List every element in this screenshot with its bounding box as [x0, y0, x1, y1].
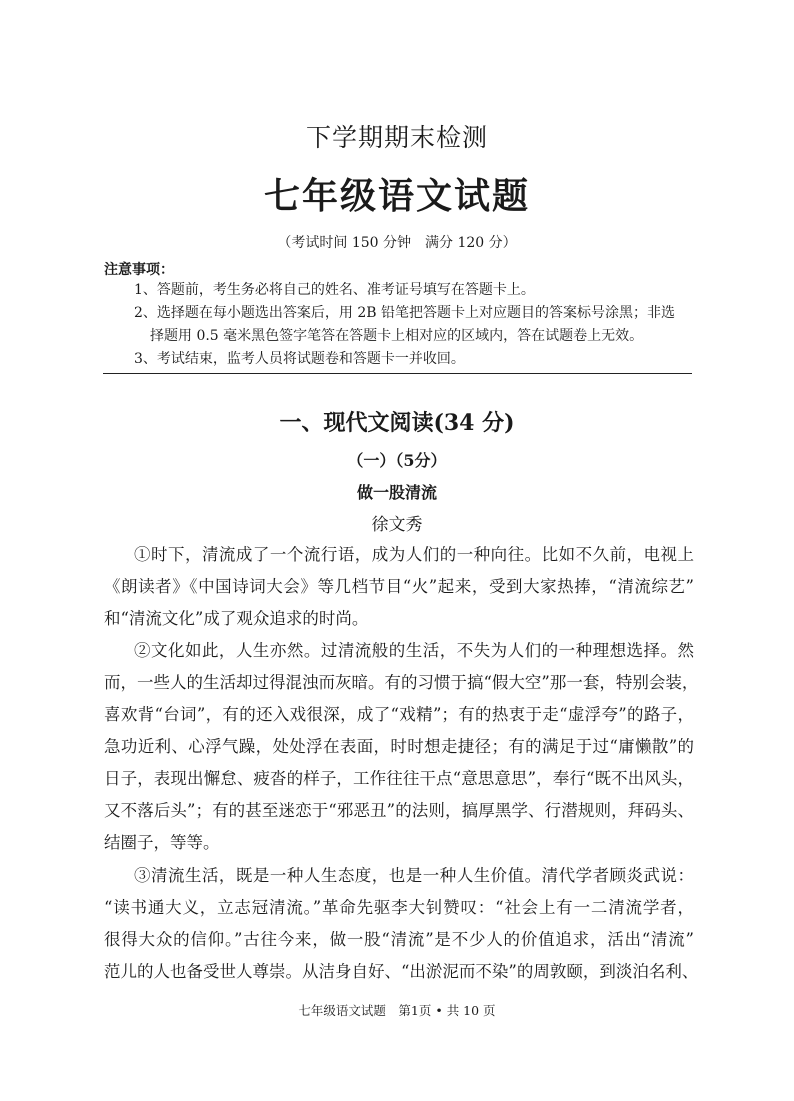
- article-line: ②文化如此，人生亦然。过清流般的生活，不失为人们的一种理想选择。然: [134, 641, 694, 660]
- article-line: 急功近利、心浮气躁，处处浮在表面，时时想走捷径；有的满足于过“庸懒散”的: [104, 737, 694, 756]
- article-line: 很得大众的信仰。”古往今来，做一股“清流”是不少人的价值追求，活出“清流”: [104, 930, 694, 949]
- page-footer: 七年级语文试题 第1页 • 共 10 页: [298, 1003, 496, 1018]
- divider: [103, 373, 692, 374]
- article-line: 而，一些人的生活却过得混浊而灰暗。有的习惯于搞“假大空”那一套，特别会装，: [104, 673, 699, 692]
- article-author: 徐文秀: [371, 515, 423, 535]
- article-line: “读书通大义，立志冠清流。”革命先驱李大钊赞叹：“社会上有一二清流学者，: [104, 898, 694, 917]
- article-line: 和“清流文化”成了观众追求的时尚。: [104, 609, 369, 628]
- exam-subtitle: 下学期期末检测: [305, 123, 488, 152]
- article-line: 范儿的人也备受世人尊崇。从洁身自好、“出淤泥而不染”的周敦颐，到淡泊名利、: [104, 962, 699, 981]
- exam-title: 七年级语文试题: [263, 175, 530, 217]
- article-line: 喜欢背“台词”，有的还入戏很深，成了“戏精”；有的热衷于走“虚浮夸”的路子，: [104, 705, 694, 724]
- notice-item-continuation: 择题用 0.5 毫米黑色签字笔答在答题卡上相对应的区域内，答在试题卷上无效。: [150, 328, 644, 344]
- notice-item: 2、选择题在每小题选出答案后，用 2B 铅笔把答题卡上对应题目的答案标号涂黑；非选: [134, 305, 676, 321]
- notice-item: 3、考试结束，监考人员将试题卷和答题卡一并收回。: [134, 351, 465, 367]
- article-title: 做一股清流: [356, 483, 437, 502]
- article-line: 《朗读者》《中国诗词大会》等几档节目“火”起来，受到大家热捧，“清流综艺”: [104, 577, 694, 596]
- notice-heading: 注意事项：: [104, 262, 174, 278]
- article-line: 日子，表现出懈怠、疲沓的样子，工作往往干点“意思意思”，奉行“既不出风头，: [104, 769, 694, 788]
- section-heading: 一、现代文阅读(34 分): [279, 410, 515, 436]
- article-line: 又不落后头”；有的甚至迷恋于“邪恶丑”的法则，搞厚黑学、行潜规则，拜码头、: [104, 801, 694, 820]
- notice-item: 1、答题前，考生务必将自己的姓名、准考证号填写在答题卡上。: [134, 282, 535, 298]
- article-line: ③清流生活，既是一种人生态度，也是一种人生价值。清代学者顾炎武说：: [134, 866, 694, 885]
- exam-info: （考试时间 150 分钟 满分 120 分）: [277, 235, 517, 251]
- subsection-heading: （一）（5分）: [347, 451, 447, 470]
- article-line: 结圈子，等等。: [104, 833, 220, 852]
- article-line: ①时下，清流成了一个流行语，成为人们的一种向往。比如不久前，电视上: [134, 545, 694, 564]
